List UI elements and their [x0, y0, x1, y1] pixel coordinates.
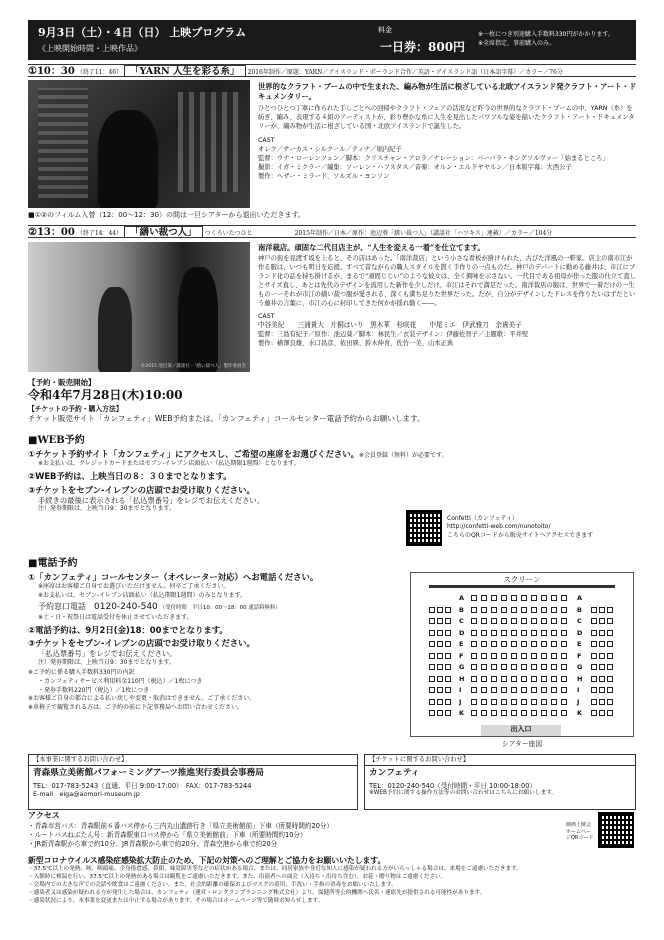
contact-box-right: 【チケットに関するお問い合わせ】 カンフェティ TEL：0120-240-540（受付時間・平日 10:00-18:00） ※WEB予約に関する操作方法等のお問い合わせはこちらにお願いします。	[364, 754, 636, 810]
program-subtitle: 《上映開始時間・上映作品》	[38, 44, 142, 53]
film2-cast-block: CAST 中谷美紀 三浦貴大 片桐はいり 黒木華 杉咲花 中尾ミエ 伊武雅刀 余貴美子 監督：三島有紀子／原作：池辺葵／脚本：林民生／衣装デザイン：伊藤佐智子／主題歌：平井堅 製作：横澤良雄、水口昌彦、依田巽、鈴木伸育、佐竹一美、山本正典	[258, 312, 529, 348]
seat	[471, 699, 477, 705]
seat	[511, 618, 517, 624]
seat	[481, 664, 487, 670]
web-heading: ■WEB予約	[28, 435, 85, 446]
seat-row-label: A	[459, 594, 465, 602]
seat	[445, 641, 451, 647]
seat	[541, 710, 547, 716]
seat	[429, 664, 435, 670]
seat	[491, 641, 497, 647]
seat-row-label: K	[459, 709, 465, 717]
seat-row-label: B	[459, 605, 464, 614]
film1-bar	[28, 64, 636, 77]
seat-row-label: K	[577, 709, 583, 717]
seat	[561, 630, 567, 636]
seat	[541, 676, 547, 682]
seat	[437, 641, 443, 647]
film1-body: ひとつひとつ丁寧に作られた手しごとへの回帰やクラフト・フェアの活況など昨今の世界的なクラフト・ブームの中、YARN（糸）を紡ぎ、編み、表現する４組のアーティストが、彩り豊かな糸に人生を見出したパワフルな姿を描いたクラフト・アート・ドキュメンタリーが、編み物が生活に根ざしている国・北欧アイスランドで誕生した。	[258, 105, 635, 130]
seat	[607, 630, 613, 636]
seat-row-label: E	[459, 640, 464, 648]
confetti-qr-code[interactable]	[406, 510, 442, 546]
web-step2: ②WEB予約は、上映当日の８：３０までとなります。	[28, 470, 232, 481]
seat	[591, 676, 597, 682]
film1-lead: 世界的なクラフト・ブームの中で生まれた、編み物が生活に根ざしている北欧アイスランド発クラフト・アート・ドキュメンタリー。	[258, 82, 637, 102]
seat	[501, 630, 507, 636]
seat	[551, 699, 557, 705]
seat	[541, 641, 547, 647]
film2-info: 2015年制作／日本／原作：池辺葵「繕い裁つ人」（講談社「ハツキス」連載）／カラー／104分	[294, 230, 553, 237]
seat	[445, 699, 451, 705]
seat	[445, 676, 451, 682]
seat	[445, 607, 451, 613]
seat-map-screen: スクリーン	[503, 575, 541, 584]
confetti-info: Confetti（カンフェティ） http://confetti-web.com/nunotoito/ こちらのQRコードから販売サイトへアクセスできます	[447, 515, 637, 540]
sales-date: 令和4年7月28日(木)10:00	[28, 387, 183, 402]
site-qr-label: 映画上映会ホームページQRコード	[566, 822, 594, 841]
seat	[501, 676, 507, 682]
seat	[551, 664, 557, 670]
film2-body: 神戸の街を見渡す坂を上ると、その店はあった。「南洋裁店」という小さな看板が掛けられた、古びた洋風の一軒家。店主の南市江が作る服は、いつも明日を応援。すべて昔ながらの職人スタイルを貫く手作りの一点ものだ。神戸のデパートに勤める藤井は、市江にブランド化の話を持ち掛けるが、まるで“頑固じじい”のような彼女は、全く興味を示さない。一代目である祖母が作った服の仕立て直しとサイズ直し、あとは先代のデザインを流用した新作を少しだけ。市江はそれで満足だった。南洋裁店の服は、世界で一着だけの一生ものーーそれが市江の繕い裁つ服が愛される、深くも満ち足りた世界だった。だが、自分がデザインしたドレスを作りたいはずだという藤井の言葉に、市江の心に封印してきた何かが揺れ動く――。	[258, 255, 636, 307]
seat	[599, 607, 605, 613]
seat	[531, 641, 537, 647]
seat	[511, 710, 517, 716]
seat	[531, 687, 537, 693]
phone-heading: ■電話予約	[28, 558, 78, 569]
seat	[481, 618, 487, 624]
seat	[471, 595, 477, 601]
seat-row-label: C	[459, 617, 464, 625]
seat	[541, 595, 547, 601]
seat	[491, 630, 497, 636]
seat	[445, 710, 451, 716]
seat	[511, 630, 517, 636]
seat	[551, 607, 557, 613]
seat	[491, 687, 497, 693]
seat	[591, 641, 597, 647]
seat-row-label: D	[577, 628, 583, 637]
seat	[437, 710, 443, 716]
seat	[491, 595, 497, 601]
seat	[521, 653, 527, 659]
seat	[521, 607, 527, 613]
site-qr-code[interactable]	[598, 812, 634, 848]
seat-map-exit: 出入口	[481, 725, 561, 736]
seat	[551, 641, 557, 647]
seat	[437, 618, 443, 624]
seat	[501, 664, 507, 670]
seat	[551, 618, 557, 624]
seat	[511, 699, 517, 705]
seat	[501, 699, 507, 705]
seat	[591, 630, 597, 636]
seat-row-label: F	[459, 651, 464, 660]
seat	[541, 664, 547, 670]
interval-note: ■①②のフィルム入替（12：00〜12：30）の間は一旦シアターから退出いただきます。	[28, 211, 305, 219]
seat	[561, 653, 567, 659]
seat	[429, 687, 435, 693]
seat	[541, 630, 547, 636]
seat	[481, 641, 487, 647]
seat	[591, 618, 597, 624]
seat	[471, 641, 477, 647]
web-step1: ①チケット予約サイト「カンフェティ」にアクセスし、ご希望の座席をお選びください。※会員登録（無料）が必要です。	[28, 449, 448, 460]
seat	[607, 664, 613, 670]
seat	[531, 653, 537, 659]
seat-row-label: H	[459, 674, 465, 683]
seat	[481, 653, 487, 659]
contact-email[interactable]: E-mail eiga@aomori-museum.jp	[33, 790, 140, 799]
film1-photo	[28, 80, 250, 208]
seat-row-label: J	[577, 697, 580, 706]
contact-company-tel: TEL：0120-240-540（受付時間・平日 10:00-18:00）	[369, 781, 536, 790]
seat	[561, 699, 567, 705]
seat	[599, 653, 605, 659]
seat	[511, 676, 517, 682]
program-header	[28, 20, 636, 60]
seat	[501, 595, 507, 601]
seat	[551, 710, 557, 716]
sales-heading: 【予約・販売開始】	[28, 378, 96, 387]
seat	[445, 653, 451, 659]
seat	[501, 641, 507, 647]
seat	[429, 607, 435, 613]
seat-row-label: E	[577, 640, 582, 648]
seat	[437, 653, 443, 659]
seat-grid	[411, 573, 633, 736]
seat	[429, 641, 435, 647]
seat	[471, 630, 477, 636]
seat	[491, 653, 497, 659]
seat	[599, 630, 605, 636]
seat	[437, 676, 443, 682]
film1-time: ①10：30	[28, 66, 75, 77]
seat	[599, 664, 605, 670]
film1-cast-block: CAST オレク／サーカス・シルクール／ティナ／堀内紀子 監督：ウナ・ローレンツェン／脚本：クリスチャン・アロラ／ナレーション：バーバラ・キングソルヴァー「始まるところ」 撮影：イガ・ミクラー／編集：ソーレン・ハフスタス／音楽：オルン・エルドヤヤルン／日本版字幕：大西公子 製作：ヘザー・ミラード、ソルズル・ヨンソン	[258, 136, 609, 181]
seat	[591, 607, 597, 613]
seat	[471, 653, 477, 659]
seat	[551, 676, 557, 682]
seat	[541, 687, 547, 693]
seat	[511, 607, 517, 613]
seat	[607, 710, 613, 716]
seat	[521, 618, 527, 624]
seat	[551, 653, 557, 659]
seat	[541, 607, 547, 613]
film2-bar	[28, 225, 636, 238]
web-step3-sub: 手続きの最後に表示される「払込票番号」をレジでお伝えください。	[38, 495, 265, 505]
film1-title: 「YARN 人生を彩る糸」	[124, 65, 245, 77]
film2-photo	[28, 242, 250, 372]
seat	[429, 676, 435, 682]
phone-step2: ②電話予約は、9月2日(金)18：00までとなります。	[28, 625, 228, 636]
seat	[429, 699, 435, 705]
access-section: アクセス ・青森市営バス：青森駅前６番バス停から三内丸山遺跡行き「県立美術館前」下車（所要時間約20分） ・ルートバスねぶたん号：新青森駅東口バス停から「県立美術館前」下車（所要時間約10分） ・JR新青森駅から車で約10分、JR青森駅から車で約20分、青森空港から車で約20分	[28, 811, 334, 848]
seat-map-caption: シアター座図	[501, 740, 543, 748]
seat	[501, 687, 507, 693]
seat	[561, 687, 567, 693]
seat-row-label: I	[577, 686, 580, 694]
sales-method-heading: 【チケットの予約・購入方法】	[28, 404, 123, 413]
contact-tel: TEL：017-783-5243（直通、平日 9:00-17:00） FAX：017-783-5244	[33, 781, 252, 790]
seat	[541, 618, 547, 624]
film2-time: ②13：00	[28, 227, 75, 238]
seat	[481, 710, 487, 716]
seat	[429, 630, 435, 636]
seat	[541, 653, 547, 659]
seat-row-label: G	[459, 663, 465, 671]
seat	[607, 676, 613, 682]
film2-photo-caption: ©2015 池辺葵／講談社・「繕い裁つ人」製作委員会	[140, 364, 246, 370]
seat	[491, 664, 497, 670]
seat	[599, 618, 605, 624]
seat-row-label: A	[577, 594, 583, 602]
film2-lead: 南洋裁店。頑固な二代目店主が、“人生を変える一着”を仕立てます。	[258, 243, 485, 252]
seat	[599, 676, 605, 682]
seat	[445, 687, 451, 693]
web-step3-note: 注）発券期限は、上映当日9：30までとなります。	[38, 505, 175, 513]
seat	[607, 653, 613, 659]
seat	[429, 618, 435, 624]
seat	[445, 630, 451, 636]
seat	[607, 687, 613, 693]
seat	[471, 676, 477, 682]
seat-row-label: H	[577, 674, 583, 683]
seat	[491, 618, 497, 624]
seat	[551, 595, 557, 601]
seat	[445, 618, 451, 624]
film2-title: 「繕い裁つ人」	[124, 226, 203, 238]
seat	[471, 607, 477, 613]
price-label: 料金	[378, 26, 392, 34]
seat	[445, 664, 451, 670]
phone-step3: ③チケットをセブン-イレブンの店頭でお受け取りください。	[28, 637, 255, 648]
seat	[591, 664, 597, 670]
seat	[501, 618, 507, 624]
seat	[437, 699, 443, 705]
seat	[511, 595, 517, 601]
seat	[471, 664, 477, 670]
seat	[591, 710, 597, 716]
seat	[521, 710, 527, 716]
seat	[437, 630, 443, 636]
seat-row-label: B	[577, 605, 582, 614]
seat	[521, 630, 527, 636]
seat	[437, 607, 443, 613]
seat	[607, 641, 613, 647]
seat	[531, 710, 537, 716]
phone-step1: ①「カンフェティ」コールセンター（オペレーター対応）へお電話ください。	[28, 572, 319, 583]
seat	[531, 676, 537, 682]
web-step3: ③チケットをセブン-イレブンの店頭でお受け取りください。	[28, 484, 255, 495]
contact-company: カンフェティ	[369, 768, 420, 779]
seat	[521, 699, 527, 705]
seat	[551, 687, 557, 693]
seat	[531, 607, 537, 613]
seat	[561, 607, 567, 613]
film2-title-reading: つくろいたつひと	[204, 230, 253, 237]
seat	[481, 676, 487, 682]
seat	[591, 687, 597, 693]
seat	[607, 699, 613, 705]
seat-row-label: F	[577, 651, 582, 660]
seat	[511, 664, 517, 670]
seat	[491, 676, 497, 682]
seat	[531, 630, 537, 636]
seat	[521, 687, 527, 693]
covid-section: 新型コロナウイルス感染症感染拡大防止のため、下記の対策へのご理解とご協力をお願いいたします。 ・37.5℃以上の発熱、咳、咽頭痛、全身倦怠感、鼻閉、味覚障害等などの症状がある場合、または、同居家族や身近な知人に感染が疑われる方がいらっしゃる場合は、来場をご遠慮いただきます。 ・入館時に検温を行い、37.5℃以上の発熱がある場合は観覧をご遠慮いただきます。また、出演者への面会（入待ち・出待ち含む）、お花・贈り物はご遠慮ください。 ・会場内での大きな声での会話や飲食はご遠慮ください。また、社会的距離の確保およびマスクの着用、手洗い・手指の消毒をお願いいたします。 ・感染者又は感染が疑われる方が発生した場合は、カンフェティ（運営・ロングランプランニング株式会社）より、保健所等公的機関へ氏名・連絡先が提供される可能性があります。 ・感染状況により、本事業を変更または中止する場合があります。その場合はホームページ等で随時お知らせします。	[28, 856, 522, 904]
seat-row-label: D	[459, 628, 465, 637]
seat	[521, 676, 527, 682]
seat	[491, 699, 497, 705]
sales-method: チケット販売サイト「カンフェティ」WEB予約または、「カンフェティ」コールセンター電話予約からお願いします。	[28, 413, 425, 423]
web-step1-sub: ※お支払いは、クレジットカードまたはセブン-イレブン店頭払い（払込期限1週間）となります。	[38, 460, 300, 468]
seat	[429, 653, 435, 659]
seat	[481, 630, 487, 636]
seat-row-label: C	[577, 617, 582, 625]
seat	[607, 607, 613, 613]
seat	[471, 687, 477, 693]
seat	[481, 607, 487, 613]
program-title: 9月3日（土）・4日（日） 上映プログラム	[38, 26, 247, 39]
seat	[437, 687, 443, 693]
seat	[541, 699, 547, 705]
phone-tel-number[interactable]: 0120-240-540	[94, 602, 158, 613]
seat	[561, 664, 567, 670]
seat	[561, 595, 567, 601]
seat	[607, 618, 613, 624]
seat-row-label: G	[577, 663, 583, 671]
seat	[491, 607, 497, 613]
seat	[481, 699, 487, 705]
seat	[429, 710, 435, 716]
seat	[531, 699, 537, 705]
contact-org: 青森県立美術館パフォーミングアーツ推進実行委員会事務局	[33, 768, 264, 779]
seat	[551, 630, 557, 636]
film1-info: 2016年制作／原題：YARN／アイスランド・ポーランド合作／英語・アイスランド語（日本語字幕）／カラー／76分	[247, 69, 563, 76]
seat	[591, 699, 597, 705]
seat	[481, 595, 487, 601]
seat	[561, 618, 567, 624]
seat	[561, 676, 567, 682]
seat-row-label: I	[459, 686, 462, 694]
seat	[521, 641, 527, 647]
seat	[501, 710, 507, 716]
seat	[481, 687, 487, 693]
seat-map	[410, 572, 634, 737]
confetti-url[interactable]: http://confetti-web.com/nunotoito/	[447, 523, 551, 531]
phone-tel-line: 予約窓口電話 0120-240-540 （受付時間 平日10：00〜18：00 通話料無料）	[38, 602, 281, 613]
seat	[471, 710, 477, 716]
seat	[531, 595, 537, 601]
seat	[501, 653, 507, 659]
seat	[511, 641, 517, 647]
seat	[501, 607, 507, 613]
film2-end: （終了14：44）	[76, 230, 123, 237]
seat	[437, 664, 443, 670]
seat	[599, 641, 605, 647]
film1-end: （終了11：46）	[76, 69, 123, 76]
seat	[471, 618, 477, 624]
seat	[599, 710, 605, 716]
seat	[599, 687, 605, 693]
price-value: 一日券：800円	[380, 40, 466, 54]
seat	[531, 664, 537, 670]
seat	[561, 641, 567, 647]
seat	[591, 653, 597, 659]
seat	[531, 618, 537, 624]
seat	[561, 710, 567, 716]
seat	[521, 664, 527, 670]
seat	[521, 595, 527, 601]
seat	[511, 653, 517, 659]
seat	[599, 699, 605, 705]
contact-box-left: 【本事業に関するお問い合わせ】 青森県立美術館パフォーミングアーツ推進実行委員会事務局 TEL：017-783-5243（直通、平日 9:00-17:00） FAX：017-783-5244 E-mail eiga@aomori-museum.jp	[28, 754, 358, 810]
seat-row-label: J	[459, 697, 462, 706]
seat	[491, 710, 497, 716]
seat	[511, 687, 517, 693]
price-notes: ※一枚につき別途購入手数料330円がかかります。 ※全席指定、事前購入のみ。	[478, 31, 614, 47]
